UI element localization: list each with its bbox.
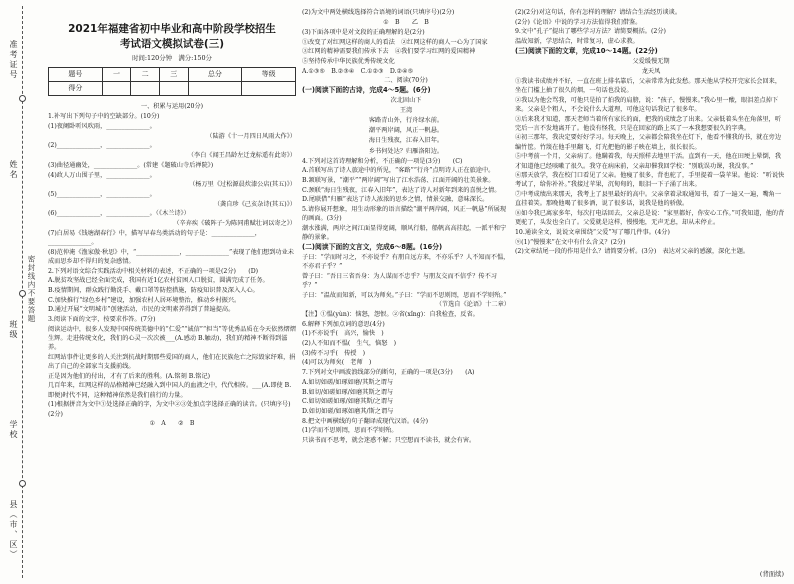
binding-label-county: 县（市、区） bbox=[9, 500, 18, 560]
score-cell[interactable] bbox=[188, 82, 242, 96]
score-header: 等级 bbox=[242, 68, 296, 82]
col2-line: ① B 乙 B bbox=[383, 18, 429, 26]
page-footer: (背面续) bbox=[759, 570, 784, 578]
col2-line: 二、阅读(70分) bbox=[384, 77, 428, 85]
col2-line: (4)可以为师矣( 老师 ) bbox=[302, 359, 372, 367]
col1-line: （李白《闻王昌龄左迁龙标遥有此寄》） bbox=[187, 152, 296, 160]
col2-line: (3)下面各项中是对文段的正确理解的是(2分) bbox=[302, 28, 425, 36]
col1-line: (8)范仲淹《渔家傲·秋思》中，“______________，______________”表现了他们想到功业未成而思乡却不得归的复杂感情。 bbox=[48, 248, 294, 265]
col3-line: (2分)《论语》中说的学习方法值得我们借鉴。 bbox=[515, 18, 642, 26]
column-3 bbox=[515, 8, 787, 257]
col2-line: 8.把文中画横线的句子翻译成现代汉语。(4分) bbox=[302, 417, 429, 425]
seal-hole bbox=[19, 290, 26, 297]
col1-line: 正是因为他们的付出，才有了后来的胜利。(A.铭刻 B.铭记) bbox=[48, 372, 211, 380]
col2-line: (3)传不习乎( 传授 ) bbox=[302, 349, 366, 357]
col2-line: 潮水涨满，两岸之间江面显得宽阔，顺风行船，船帆高高挂起，一派平和宁静的景象。 bbox=[302, 225, 507, 242]
col2-line: 子曰：“学而时习之，不亦说乎？有朋自远方来，不亦乐乎？人不知而不愠，不亦君子乎？” bbox=[302, 253, 510, 270]
col1-line: 2.下列对语文综合实践活动中相关材料的表述，不正确的一项是(2分) (D) bbox=[48, 267, 259, 275]
col1-line: (7)白居易《钱塘湖春行》中，描写早春鸟类活动的句子是：______________，______________。 bbox=[48, 229, 261, 246]
col2-line: 乡书何处达？归雁洛阳边。 bbox=[368, 147, 444, 155]
col2-line: 次北固山下 bbox=[390, 97, 422, 105]
seal-hole bbox=[19, 95, 26, 102]
col1-line: (6)______________，______________。（《木兰诗》） bbox=[48, 210, 190, 218]
col3-line: (2)(2分)对这句话，你有怎样的理解？请结合生活经历谈谈。 bbox=[515, 9, 682, 16]
col1-line: 1.补写出下列句子中的空缺部分。(10分) bbox=[48, 113, 160, 121]
col3-line: (三)阅读下面的文章，完成10～14题。(22分) bbox=[515, 46, 658, 55]
binding-label-name: 姓名 bbox=[9, 160, 18, 180]
col2-line: ③红网的精神需要我们传承下去 ④我们要学习红网的爱国精神 bbox=[302, 48, 476, 56]
col2-line: 6.解释下列加点词的意思(4分) bbox=[302, 320, 385, 328]
col3-line: 父爱缓慢无期 bbox=[632, 57, 670, 65]
score-table bbox=[48, 67, 296, 96]
col3-line: 9.文中“孔子”提出了哪些学习方法？请简要概括。(2分) bbox=[515, 28, 666, 36]
col3-line: 10.通读全文，说说文章围绕“父爱”写了哪几件事。(4分) bbox=[515, 228, 670, 236]
score-header: 三 bbox=[159, 68, 188, 82]
col1-line: (5)______________，______________。 bbox=[48, 190, 156, 198]
col2-line: ①改变了对红网这样的商人的看法 ②红网这样的商人一心为了国家 bbox=[302, 38, 488, 46]
col3-line: (2)文章结尾一段的作用是什么？请简要分析。(3分) 表达对父亲的感激，深化主题。 bbox=[515, 248, 750, 256]
col3-line: ⑤中考前一个月，父亲病了。他瞒着我，每天照样去地里干活。直到有一天，他在田埂上晕倒，我才知道他已经咳嗽了很久。我守在病床前，父亲却催我回学校：“别耽误功课，我没事。” bbox=[515, 153, 782, 170]
col3-line: ④初三那年，我决定要好好学习。每天晚上，父亲都会陪我坐在灯下，他看不懂我的书，就在旁边编竹筐。竹篾在他手里翻飞，灯光把他的影子映在墙上，很长很长。 bbox=[515, 134, 782, 151]
col1-line: (1)夜阑卧听风吹雨，______________。 bbox=[48, 123, 156, 130]
col1-line: (4)政人万山围子里，______________。 bbox=[48, 171, 156, 179]
col2-line: 5.请你展开想象，用生动形象的语言描绘“潮平两岸阔，风正一帆悬”所展现的画面。(3分) bbox=[302, 206, 507, 223]
column-1-body bbox=[48, 102, 296, 429]
col2-line: 【注】①愠(yùn)：恼怒，怨恨。②省(xǐng)：自我检查，反省。 bbox=[302, 310, 479, 318]
seal-warning: 密封线内不要答题 bbox=[27, 255, 36, 323]
col2-line: (2)人不知而不愠( 生气，恼怒 ) bbox=[302, 340, 397, 348]
col2-line: (2)为文中两处横线选择符合语境的词语(只填序号)(2分) bbox=[302, 9, 455, 16]
col3-line: 龙天凤 bbox=[641, 67, 661, 75]
col2-line: C.颈联“海日生残夜，江春入旧年”，表达了诗人对新年到来的喜悦之情。 bbox=[302, 186, 501, 194]
col1-line: B.疫情期间，群众践行勤洗手、戴口罩等防控措施，防疫知识普及深入人心。 bbox=[48, 286, 259, 294]
col2-line: 子曰：“温故而知新，可以为师矣。”子曰：“学而不思则罔，思而不学则殆。” bbox=[302, 291, 507, 299]
col1-line: 阅读运动中，很多人发现中国传统美德中的“仁爱”“诚信”“担当”等优秀品质在今天依然熠熠生辉。走进传统文化，我们的心灵一次次被___(A.感动 B.触动)，我们的精神不断得到滋养。 bbox=[48, 325, 296, 352]
col1-line: （杨万里《过松源晨炊漆公店(其五)》） bbox=[189, 181, 296, 189]
score-cell[interactable] bbox=[131, 82, 160, 96]
col2-line: 4.下列对这首诗理解和分析，不正确的一项是(3分) (C) bbox=[302, 157, 463, 165]
col2-line: 海日生残夜，江春入旧年。 bbox=[368, 137, 444, 145]
col2-line: 7.下列对文中画波浪线部分的断句，正确的一项是(3分) (A) bbox=[302, 369, 475, 377]
col1-line: （龚自珍《己亥杂诗(其五)》） bbox=[213, 200, 296, 208]
seal-hole bbox=[19, 480, 26, 487]
col2-line: 只读书而不思考，就会迷惑不解；只空想而不读书，就会有害。 bbox=[302, 437, 476, 445]
column-2 bbox=[302, 8, 510, 446]
exam-title-line2: 考试语文模拟试卷(三) bbox=[119, 38, 225, 50]
col3-line: ⑨(1)“慢慢来”在文中有什么含义？(2分) bbox=[515, 238, 626, 246]
col2-line: B.颔联写景，“潮平”“两岸阔”写出了江水浩荡、江面开阔的壮美景象。 bbox=[302, 177, 495, 185]
time-note: 时间:120分钟 满分:150分 bbox=[132, 54, 212, 62]
column-2-body bbox=[302, 8, 510, 445]
score-cell[interactable] bbox=[102, 82, 131, 96]
binding-label-candidate-number: 准考证号 bbox=[9, 40, 18, 80]
col3-line: ③后来我才知道，那天老师当着所有家长的面，把我的成绩念了出来。父亲低着头坐在角落里，听完后一言不发地离开了。他没有怪我，只是在回家的路上买了一本我想要很久的字典。 bbox=[515, 115, 782, 132]
score-header: 二 bbox=[131, 68, 160, 82]
col2-line: (1)学而不思则罔，思而不学则殆。 bbox=[302, 427, 398, 435]
col1-line: 几百年来，红网这样的品格精神已经融入到中国人的血液之中，代代相传。___(A.即使 B.即便)时代不同，这种精神依然是我们前行的力量。 bbox=[48, 382, 292, 399]
col3-line: ⑥那天放学，我在校门口看见了父亲。他瘦了很多，背也驼了，手里提着一袋苹果。他说：“听说快考试了，给你补补。”我接过苹果，沉甸甸的，眼泪一下子涌了出来。 bbox=[515, 172, 785, 189]
col2-line: 曾子曰：“吾日三省吾身：为人谋而不忠乎？与朋友交而不信乎？传不习乎？” bbox=[302, 272, 497, 289]
col1-line: (2)______________，______________。 bbox=[48, 142, 156, 150]
col1-line: A.脱贫攻坚战已经全面完成，我国有近1亿农村贫困人口脱贫，圆满完成了任务。 bbox=[48, 277, 269, 285]
col1-line: C.加快推行“绿色乡村”建设，加强农村人居环境整治，推动乡村振兴。 bbox=[48, 296, 241, 304]
score-cell[interactable] bbox=[159, 82, 188, 96]
col2-line: ⑤坚持传承中华民族优秀传统文化 bbox=[302, 57, 395, 65]
col2-line: 客路青山外，行舟绿水前。 bbox=[368, 117, 444, 125]
col1-line: D.通过开展“文明城市”创建活动，市民的文明素养得到了普遍提高。 bbox=[48, 306, 235, 314]
score-cell[interactable] bbox=[242, 82, 296, 96]
col2-line: (1)不亦说乎( 高兴，愉快 ) bbox=[302, 330, 384, 338]
col2-line: A.如切如磋/如琢如磨/其斯之谓与 bbox=[302, 378, 394, 386]
col2-line: A.首联写出了诗人旅途中的所见，“客路”“行舟”点明诗人正在旅途中。 bbox=[302, 167, 495, 175]
col2-line: A.①③⑤ B.②③④ C.①②③ D.②④⑤ bbox=[302, 67, 414, 75]
binding-label-school: 学校 bbox=[9, 420, 18, 440]
col2-line: （节选自《论语》十二章） bbox=[435, 301, 510, 309]
score-row-label: 得分 bbox=[49, 82, 103, 96]
col3-line: ⑦中考成绩出来那天，我考上了县里最好的高中。父亲拿着录取通知书，看了一遍又一遍，嘴角一直挂着笑。那晚他喝了很多酒，说了很多话，说我是他的骄傲。 bbox=[515, 191, 782, 208]
col3-line: ①我读书成绩并不好，一直在班上排名靠后，父亲常常为此发愁。那天他从学校开完家长会回来，坐在门槛上抽了很久的烟，一句话也没说。 bbox=[515, 77, 782, 94]
col2-line: B.如切/如磋如琢/如磨其斯之谓与 bbox=[302, 388, 394, 396]
col2-line: D.如切如磋/如琢如磨其/斯之谓与 bbox=[302, 407, 394, 415]
score-header: 题号 bbox=[49, 68, 103, 82]
col2-line: (一)阅读下面的古诗，完成4～5题。(6分) bbox=[302, 86, 431, 95]
col1-line: 3.阅读下面的文字，按要求作答。(7分) bbox=[48, 316, 156, 324]
col1-line: ① A ② B bbox=[149, 420, 195, 428]
col1-line: 一、积累与运用(20分) bbox=[140, 103, 204, 111]
col3-line: ⑧如今我已离家多年，每次打电话回去，父亲总是说：“家里都好，你安心工作。”可我知道，他的背更驼了，头发也全白了。父爱就是这样，慢慢地，无声无息，却从未停止。 bbox=[515, 210, 785, 227]
binding-margin bbox=[0, 0, 44, 584]
score-header: 一 bbox=[102, 68, 131, 82]
col1-line: （陆游《十一月四日风雨大作》） bbox=[206, 132, 296, 140]
score-header: 总分 bbox=[188, 68, 242, 82]
col1-line: (1)根据拼音为文中①处选择正确的字，为文中②③处加点字选择正确的读音。(只填序号)(2分) bbox=[48, 401, 291, 418]
col2-line: D.尾联借“归雁”表达了诗人浓浓的思乡之情，情景交融，意味深长。 bbox=[302, 196, 489, 204]
col3-line: ②我以为他会骂我，可他只是拍了拍我的肩膀，说：“孩子，慢慢来。”我心里一酸，眼泪差点掉下来。父亲是个粗人，不会说什么大道理，可他这句话我记了很多年。 bbox=[515, 96, 779, 113]
col1-line: 红网站事件让更多的人关注到抗战时期那些爱国的商人，他们在民族危亡之际毁家纾难，捐出了自己的全部家当支援前线。 bbox=[48, 353, 296, 371]
col1-line: （辛弃疾《破阵子·为陈同甫赋壮词以寄之》） bbox=[173, 220, 296, 228]
col3-line: 温故知新，学思结合，时常复习，虚心求教。 bbox=[515, 38, 639, 46]
column-1 bbox=[48, 8, 296, 429]
exam-title-line1: 2021年福建省初中毕业和高中阶段学校招生 bbox=[68, 23, 276, 35]
col1-line: (3)曲径通幽处，______________。(常建《题破山寺后禅院》) bbox=[48, 161, 214, 169]
column-3-body bbox=[515, 8, 787, 257]
col2-line: 王湾 bbox=[399, 107, 413, 115]
col2-line: 潮平两岸阔，风正一帆悬。 bbox=[368, 127, 444, 135]
col2-line: (二)阅读下面的文言文，完成6～8题。(16分) bbox=[302, 243, 443, 251]
col2-line: C.如切如磋如琢/如磨其斯/之谓与 bbox=[302, 398, 394, 406]
binding-label-class: 班级 bbox=[9, 320, 18, 340]
